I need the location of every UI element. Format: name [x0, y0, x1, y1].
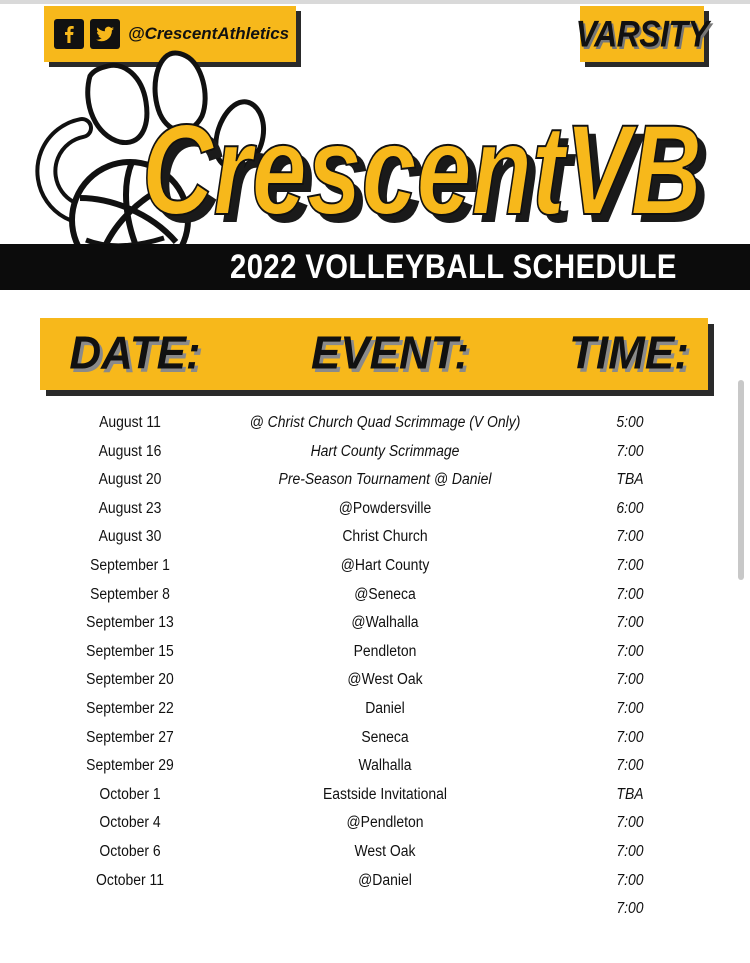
game-time: 7:00: [616, 814, 644, 832]
schedule-row: [0, 466, 750, 494]
game-event: West Oak: [354, 843, 416, 860]
schedule-title: 2022 VOLLEYBALL SCHEDULE: [230, 247, 677, 286]
wordmark-text: CrescentVB: [142, 112, 702, 242]
game-date: September 22: [86, 700, 174, 717]
schedule-row: [0, 781, 750, 809]
game-time: 7:00: [616, 671, 644, 689]
game-time: 6:00: [616, 499, 644, 517]
schedule-row: [0, 666, 750, 694]
game-date: September 13: [86, 614, 174, 632]
game-time: 7:00: [616, 871, 644, 889]
game-date: September 27: [86, 728, 174, 746]
game-time: TBA: [616, 471, 644, 489]
game-event: Pendleton: [353, 642, 417, 660]
game-event: Daniel: [365, 700, 405, 717]
game-time: 7:00: [616, 642, 644, 660]
game-event: @Hart County: [340, 557, 430, 574]
date-column-header: DATE:: [69, 327, 201, 380]
social-handle[interactable]: @CrescentAthletics: [128, 24, 290, 43]
schedule-row: [0, 895, 750, 923]
schedule-row: [0, 695, 750, 723]
varsity-label: VARSITY: [575, 12, 709, 55]
schedule-row: [0, 752, 750, 780]
game-event: @Walhalla: [351, 614, 419, 632]
game-time: 7:00: [616, 585, 644, 603]
game-event: @Pendleton: [346, 814, 424, 832]
game-date: October 6: [99, 843, 161, 860]
game-date: October 11: [95, 871, 164, 889]
game-time: 7:00: [616, 442, 644, 460]
game-date: September 20: [86, 671, 174, 689]
game-time: 7:00: [616, 557, 644, 574]
game-event: Eastside Invitational: [322, 785, 448, 803]
game-date: August 30: [98, 528, 162, 546]
game-time: 7:00: [616, 843, 644, 860]
game-time: 7:00: [616, 728, 644, 746]
schedule-row: [0, 609, 750, 637]
game-date: October 1: [99, 785, 161, 803]
event-column-header: EVENT:: [310, 327, 470, 380]
game-time: 7:00: [616, 614, 644, 632]
schedule-row: [0, 809, 750, 837]
game-event: Seneca: [361, 728, 409, 746]
time-column-header: TIME:: [569, 327, 689, 380]
game-date: August 23: [98, 499, 162, 517]
schedule-row: [0, 409, 750, 437]
schedule-row: [0, 638, 750, 666]
game-time: 7:00: [616, 528, 644, 546]
schedule-row: [0, 838, 750, 866]
schedule-row: [0, 438, 750, 466]
game-event: Walhalla: [358, 757, 412, 775]
schedule-row: [0, 581, 750, 609]
game-event: [246, 895, 525, 923]
game-event: @Daniel: [358, 871, 412, 889]
game-time: 7:00: [616, 757, 644, 775]
game-date: October 4: [99, 814, 161, 832]
schedule-row: [0, 552, 750, 580]
schedule-row: [0, 495, 750, 523]
schedule-row: [0, 523, 750, 551]
game-event: @Powdersville: [338, 499, 432, 517]
game-event: @Seneca: [354, 585, 416, 603]
game-date: September 29: [86, 757, 174, 775]
game-event: @ Christ Church Quad Scrimmage (V Only): [249, 414, 521, 431]
game-date: August 11: [99, 414, 161, 431]
top-border: [0, 0, 750, 4]
game-date: September 8: [90, 585, 170, 603]
scrollbar[interactable]: [738, 380, 744, 580]
game-date: September 1: [90, 557, 170, 574]
varsity-badge: [575, 6, 709, 62]
game-date: September 15: [86, 642, 174, 660]
game-time: 7:00: [616, 700, 644, 717]
schedule-row: [0, 724, 750, 752]
game-event: Christ Church: [342, 528, 428, 546]
game-date: [67, 895, 193, 923]
game-time: 5:00: [616, 414, 644, 431]
game-time: TBA: [616, 785, 644, 803]
game-event: Pre-Season Tournament @ Daniel: [278, 471, 492, 489]
wordmark-shadow: CrescentVB: [150, 112, 710, 244]
game-time: 7:00: [616, 900, 644, 918]
game-date: August 16: [98, 442, 162, 460]
game-event: @West Oak: [347, 671, 423, 689]
column-header-bar: [40, 318, 708, 390]
game-date: August 20: [98, 471, 162, 489]
schedule-row: [0, 867, 750, 895]
crescent-vb-wordmark: [128, 112, 728, 244]
game-event: Hart County Scrimmage: [310, 442, 460, 460]
